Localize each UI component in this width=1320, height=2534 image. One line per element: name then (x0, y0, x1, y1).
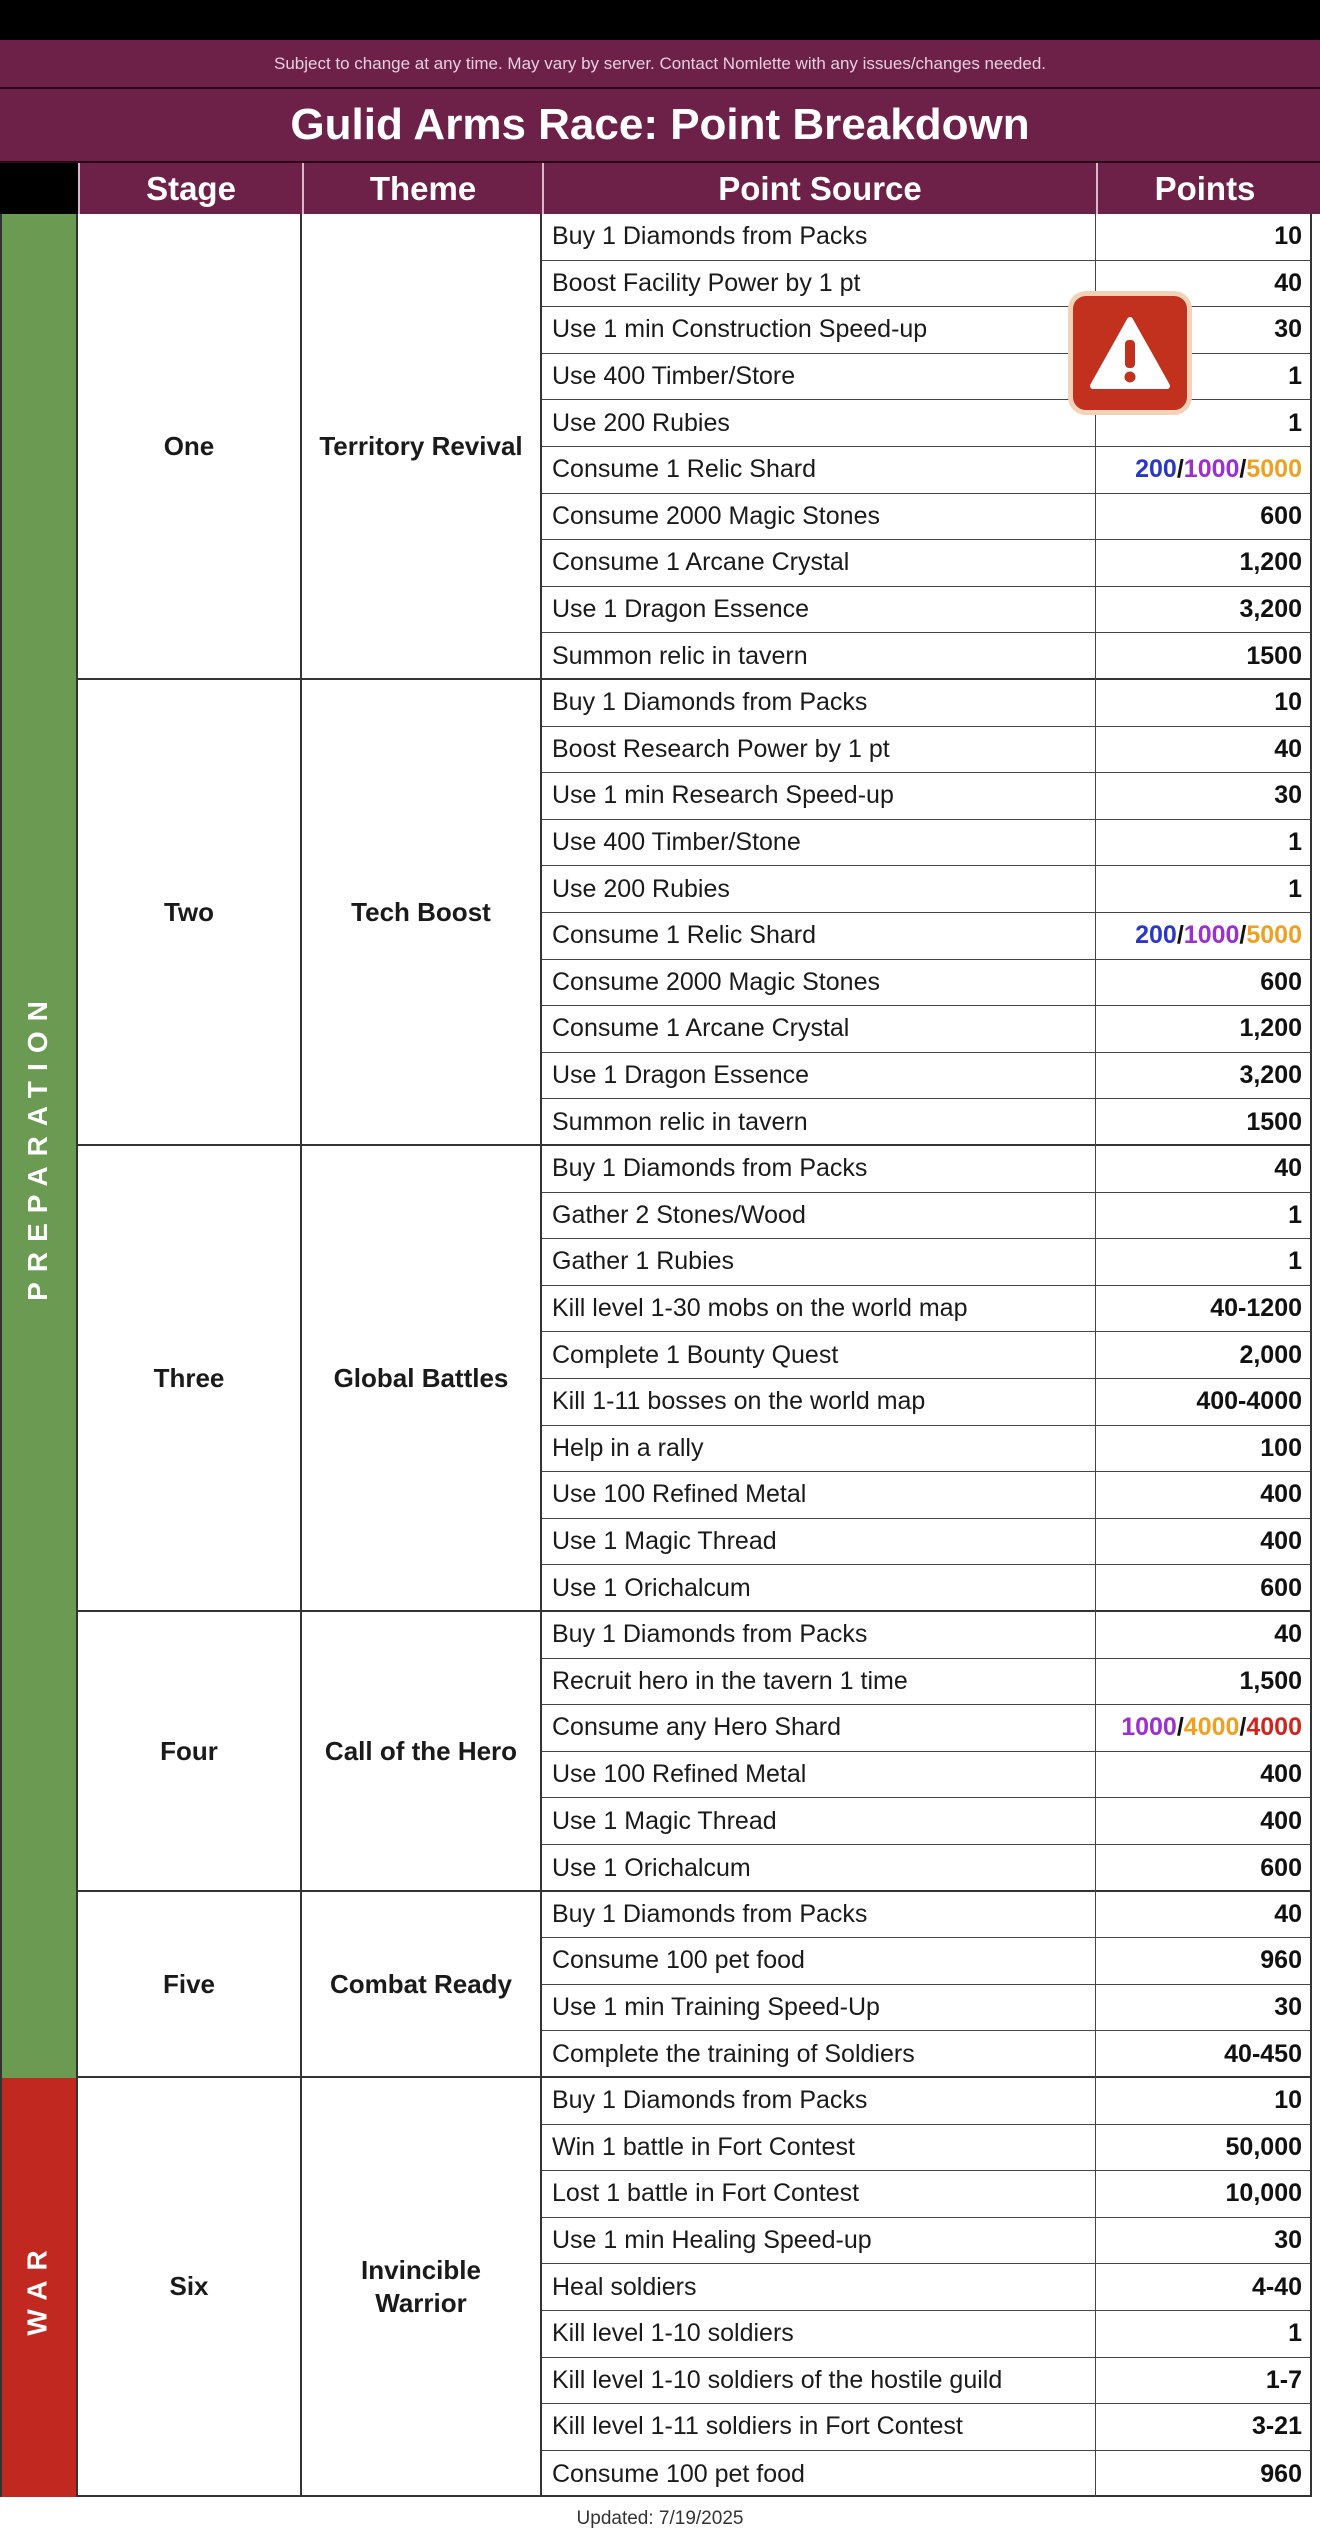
point-source: Use 400 Timber/Stone (542, 820, 1096, 866)
point-value (1096, 1006, 1310, 1052)
point-value-segment: 400 (1260, 1806, 1302, 1835)
table-row (542, 913, 1310, 960)
table-row (542, 633, 1310, 680)
point-value-segment: 600 (1260, 501, 1302, 530)
table-row (542, 447, 1310, 494)
point-value-segment: 40 (1274, 1620, 1302, 1649)
table-row (542, 1845, 1310, 1892)
phase-label: WAR (22, 2240, 54, 2336)
point-source: Recruit hero in the tavern 1 time (542, 1659, 1096, 1705)
point-value-segment: 400 (1260, 1760, 1302, 1789)
point-value-segment: / (1176, 1713, 1184, 1742)
point-value (1096, 1659, 1310, 1705)
updated-date: Updated: 7/19/2025 (576, 2508, 744, 2529)
header-corner (0, 163, 78, 214)
point-value-segment: 3-21 (1251, 2412, 1302, 2441)
table-row (542, 1659, 1310, 1706)
table-row (542, 1379, 1310, 1426)
point-value-segment: 400 (1260, 1527, 1302, 1556)
point-value-segment: 1 (1288, 1247, 1302, 1276)
table-row (542, 214, 1310, 261)
table-row (542, 1426, 1310, 1473)
point-value (1096, 2218, 1310, 2264)
point-value-segment: 10 (1274, 688, 1302, 717)
point-source: Use 200 Rubies (542, 866, 1096, 912)
point-source: Complete the training of Soldiers (542, 2031, 1096, 2078)
point-value-segment: 1,200 (1239, 548, 1302, 577)
point-value (1096, 633, 1310, 680)
point-value (1096, 447, 1310, 493)
theme-name: Combat Ready (302, 1892, 542, 2076)
point-source: Kill level 1-11 soldiers in Fort Contest (542, 2404, 1096, 2450)
point-value-segment: 600 (1260, 1853, 1302, 1882)
point-value (1096, 587, 1310, 633)
point-value-segment: 1 (1288, 408, 1302, 437)
point-value-segment: 600 (1260, 1574, 1302, 1603)
table-row (542, 1519, 1310, 1566)
point-value (1096, 1985, 1310, 2031)
page-title: Gulid Arms Race: Point Breakdown (0, 89, 1320, 163)
table-row (542, 1286, 1310, 1333)
point-source: Win 1 battle in Fort Contest (542, 2125, 1096, 2171)
point-value-segment: 10 (1274, 2086, 1302, 2115)
point-value-segment: 1-7 (1265, 2365, 1302, 2394)
stage-name: Two (78, 680, 302, 1144)
point-value-segment: 1,500 (1239, 1666, 1302, 1695)
table-row (542, 261, 1310, 308)
point-value (1096, 1426, 1310, 1472)
theme-name: Invincible Warrior (302, 2078, 542, 2495)
point-source: Use 100 Refined Metal (542, 1472, 1096, 1518)
stage-block (78, 1612, 1310, 1892)
point-value-segment: 1 (1288, 874, 1302, 903)
point-value (1096, 2311, 1310, 2357)
table-row (542, 1472, 1310, 1519)
point-value-segment: 5000 (1246, 921, 1302, 950)
table-row (542, 1332, 1310, 1379)
point-value-segment: 960 (1260, 1946, 1302, 1975)
point-source: Consume 100 pet food (542, 1938, 1096, 1984)
point-source: Use 1 Magic Thread (542, 1798, 1096, 1844)
point-value-segment: 200 (1135, 921, 1177, 950)
point-source: Boost Research Power by 1 pt (542, 727, 1096, 773)
point-value-segment: 40-1200 (1210, 1294, 1302, 1323)
point-source: Gather 2 Stones/Wood (542, 1193, 1096, 1239)
table-row (542, 1565, 1310, 1612)
point-value (1096, 494, 1310, 540)
point-value-segment: 10,000 (1225, 2179, 1302, 2208)
table-row (542, 540, 1310, 587)
point-value (1096, 1332, 1310, 1378)
table-row (542, 2218, 1310, 2265)
stage-block (78, 2078, 1310, 2497)
point-value-segment: 30 (1274, 781, 1302, 810)
point-value (1096, 1193, 1310, 1239)
point-source: Use 1 min Research Speed-up (542, 773, 1096, 819)
point-source: Help in a rally (542, 1426, 1096, 1472)
point-value-segment: 3,200 (1239, 1061, 1302, 1090)
point-value-segment: 4000 (1183, 1713, 1240, 1742)
point-source: Use 100 Refined Metal (542, 1752, 1096, 1798)
point-source: Use 1 Dragon Essence (542, 587, 1096, 633)
point-value-segment: 1500 (1246, 1108, 1302, 1137)
point-source: Consume 1 Relic Shard (542, 447, 1096, 493)
point-value (1096, 680, 1310, 726)
point-value (1096, 1472, 1310, 1518)
point-value (1096, 2171, 1310, 2217)
point-value (1096, 1565, 1310, 1612)
point-value-segment: 30 (1274, 315, 1302, 344)
table-row (542, 820, 1310, 867)
point-source: Consume any Hero Shard (542, 1705, 1096, 1751)
point-value-segment: 1 (1288, 2319, 1302, 2348)
table-header (0, 163, 1320, 214)
point-value-segment: 30 (1274, 1993, 1302, 2022)
table-row (542, 2404, 1310, 2451)
point-value-segment: 4000 (1246, 1713, 1302, 1742)
table-row (542, 1752, 1310, 1799)
table-row (542, 2031, 1310, 2078)
point-source: Kill level 1-10 soldiers (542, 2311, 1096, 2357)
stage-name: One (78, 214, 302, 678)
table-row (542, 960, 1310, 1007)
table-row (542, 2311, 1310, 2358)
stage-name: Five (78, 1892, 302, 2076)
table-row (542, 1099, 1310, 1146)
point-value (1096, 1845, 1310, 1892)
table-row (542, 354, 1310, 401)
stage-name: Four (78, 1612, 302, 1890)
point-value-segment: 100 (1260, 1433, 1302, 1462)
point-source: Use 1 Magic Thread (542, 1519, 1096, 1565)
point-value (1096, 2031, 1310, 2078)
point-value-segment: 1000 (1183, 455, 1240, 484)
point-source: Use 1 Orichalcum (542, 1565, 1096, 1612)
stage-block (78, 214, 1310, 680)
point-value (1096, 1519, 1310, 1565)
point-value (1096, 2078, 1310, 2124)
point-value-segment: / (1239, 1713, 1247, 1742)
header-theme: Theme (302, 163, 542, 214)
header-point-source: Point Source (542, 163, 1096, 214)
table-row (542, 1798, 1310, 1845)
point-value (1096, 1612, 1310, 1658)
point-value-segment: 1,200 (1239, 1014, 1302, 1043)
point-value-segment: 40 (1274, 1154, 1302, 1183)
point-source: Use 1 Orichalcum (542, 1845, 1096, 1892)
phase-label: PREPARATION (22, 991, 54, 1301)
point-value (1096, 820, 1310, 866)
point-source: Use 200 Rubies (542, 400, 1096, 446)
stage-block (78, 680, 1310, 1146)
theme-name: Territory Revival (302, 214, 542, 678)
notice-banner: Subject to change at any time. May vary by server. Contact Nomlette with any issues/changes needed. (0, 40, 1320, 89)
table-row (542, 1193, 1310, 1240)
table-row (542, 1705, 1310, 1752)
point-source: Buy 1 Diamonds from Packs (542, 1146, 1096, 1192)
table-row (542, 400, 1310, 447)
point-value (1096, 2451, 1310, 2498)
point-source: Complete 1 Bounty Quest (542, 1332, 1096, 1378)
table-row (542, 866, 1310, 913)
table-row (542, 2078, 1310, 2125)
point-value-segment: 40 (1274, 734, 1302, 763)
point-source: Consume 100 pet food (542, 2451, 1096, 2498)
point-value (1096, 214, 1310, 260)
point-value-segment: 1000 (1183, 921, 1240, 950)
point-value-segment: 200 (1135, 455, 1177, 484)
point-source: Use 1 Dragon Essence (542, 1053, 1096, 1099)
theme-name: Call of the Hero (302, 1612, 542, 1890)
point-value-segment: 400-4000 (1196, 1387, 1302, 1416)
point-value-segment: 10 (1274, 222, 1302, 251)
point-value (1096, 1705, 1310, 1751)
point-source: Lost 1 battle in Fort Contest (542, 2171, 1096, 2217)
point-source: Buy 1 Diamonds from Packs (542, 1892, 1096, 1938)
point-value-segment: 1000 (1121, 1713, 1177, 1742)
phase-preparation (0, 214, 78, 2078)
header-stage: Stage (78, 163, 302, 214)
point-value-segment: 1 (1288, 828, 1302, 857)
point-value-segment: 600 (1260, 967, 1302, 996)
table-row (542, 1985, 1310, 2032)
stage-block (78, 1146, 1310, 1612)
point-source: Buy 1 Diamonds from Packs (542, 1612, 1096, 1658)
point-source: Gather 1 Rubies (542, 1239, 1096, 1285)
stage-block (78, 1892, 1310, 2078)
point-source: Consume 1 Relic Shard (542, 913, 1096, 959)
point-value (1096, 2358, 1310, 2404)
table-row (542, 1892, 1310, 1939)
table-row (542, 727, 1310, 774)
point-value (1096, 540, 1310, 586)
phase-war (0, 2078, 78, 2497)
point-source: Consume 2000 Magic Stones (542, 494, 1096, 540)
point-source: Use 1 min Healing Speed-up (542, 2218, 1096, 2264)
table-row (542, 1006, 1310, 1053)
table-row (542, 494, 1310, 541)
table-row (542, 1938, 1310, 1985)
point-value-segment: 400 (1260, 1480, 1302, 1509)
point-source: Boost Facility Power by 1 pt (542, 261, 1096, 307)
top-bar (0, 0, 1320, 40)
point-value-segment: 1 (1288, 362, 1302, 391)
point-value (1096, 1146, 1310, 1192)
point-source: Kill level 1-10 soldiers of the hostile guild (542, 2358, 1096, 2404)
stage-name: Three (78, 1146, 302, 1610)
table-row (542, 1612, 1310, 1659)
point-value-segment: 40 (1274, 268, 1302, 297)
point-source: Buy 1 Diamonds from Packs (542, 214, 1096, 260)
point-value-segment: 3,200 (1239, 595, 1302, 624)
point-value-segment: 2,000 (1239, 1340, 1302, 1369)
point-value-segment: / (1239, 455, 1247, 484)
point-value-segment: 1500 (1246, 642, 1302, 671)
point-value-segment: 5000 (1246, 455, 1302, 484)
point-value (1096, 1892, 1310, 1938)
point-source: Buy 1 Diamonds from Packs (542, 2078, 1096, 2124)
table-row (542, 2358, 1310, 2405)
point-source: Use 1 min Construction Speed-up (542, 307, 1096, 353)
point-value (1096, 1239, 1310, 1285)
point-value (1096, 1053, 1310, 1099)
table-row (542, 773, 1310, 820)
point-value (1096, 1798, 1310, 1844)
point-value-segment: 4-40 (1251, 2272, 1302, 2301)
point-source: Use 1 min Training Speed-Up (542, 1985, 1096, 2031)
point-source: Summon relic in tavern (542, 633, 1096, 680)
header-points: Points (1096, 163, 1312, 214)
table-row (542, 1146, 1310, 1193)
point-value (1096, 1938, 1310, 1984)
point-source: Kill level 1-30 mobs on the world map (542, 1286, 1096, 1332)
table-row (542, 1053, 1310, 1100)
table-row (542, 307, 1310, 354)
table-row (542, 680, 1310, 727)
point-value-segment: / (1176, 921, 1184, 950)
point-value (1096, 913, 1310, 959)
point-value (1096, 2125, 1310, 2171)
table-row (542, 2171, 1310, 2218)
point-source: Consume 1 Arcane Crystal (542, 540, 1096, 586)
point-value-segment: 50,000 (1225, 2132, 1302, 2161)
point-value-segment: / (1176, 455, 1184, 484)
point-value (1096, 727, 1310, 773)
point-value-segment: / (1239, 921, 1247, 950)
point-source: Kill 1-11 bosses on the world map (542, 1379, 1096, 1425)
point-value (1096, 1099, 1310, 1146)
table-row (542, 2125, 1310, 2172)
table-row (542, 1239, 1310, 1286)
point-source: Consume 2000 Magic Stones (542, 960, 1096, 1006)
point-source: Use 400 Timber/Store (542, 354, 1096, 400)
point-value (1096, 2264, 1310, 2310)
point-value-segment: 30 (1274, 2226, 1302, 2255)
table-row (542, 2264, 1310, 2311)
table-row (542, 587, 1310, 634)
point-source: Buy 1 Diamonds from Packs (542, 680, 1096, 726)
theme-name: Tech Boost (302, 680, 542, 1144)
theme-name: Global Battles (302, 1146, 542, 1610)
point-value-segment: 1 (1288, 1200, 1302, 1229)
stage-name: Six (78, 2078, 302, 2495)
point-value-segment: 40 (1274, 1899, 1302, 1928)
point-value (1096, 1286, 1310, 1332)
point-value (1096, 773, 1310, 819)
point-value-segment: 960 (1260, 2459, 1302, 2488)
point-source: Summon relic in tavern (542, 1099, 1096, 1146)
point-value (1096, 2404, 1310, 2450)
point-value (1096, 1752, 1310, 1798)
point-value (1096, 1379, 1310, 1425)
warning-triangle-icon[interactable] (1068, 291, 1192, 415)
point-value (1096, 866, 1310, 912)
point-source: Heal soldiers (542, 2264, 1096, 2310)
table-row (542, 2451, 1310, 2498)
point-value-segment: 40-450 (1224, 2040, 1302, 2069)
point-value (1096, 960, 1310, 1006)
point-source: Consume 1 Arcane Crystal (542, 1006, 1096, 1052)
